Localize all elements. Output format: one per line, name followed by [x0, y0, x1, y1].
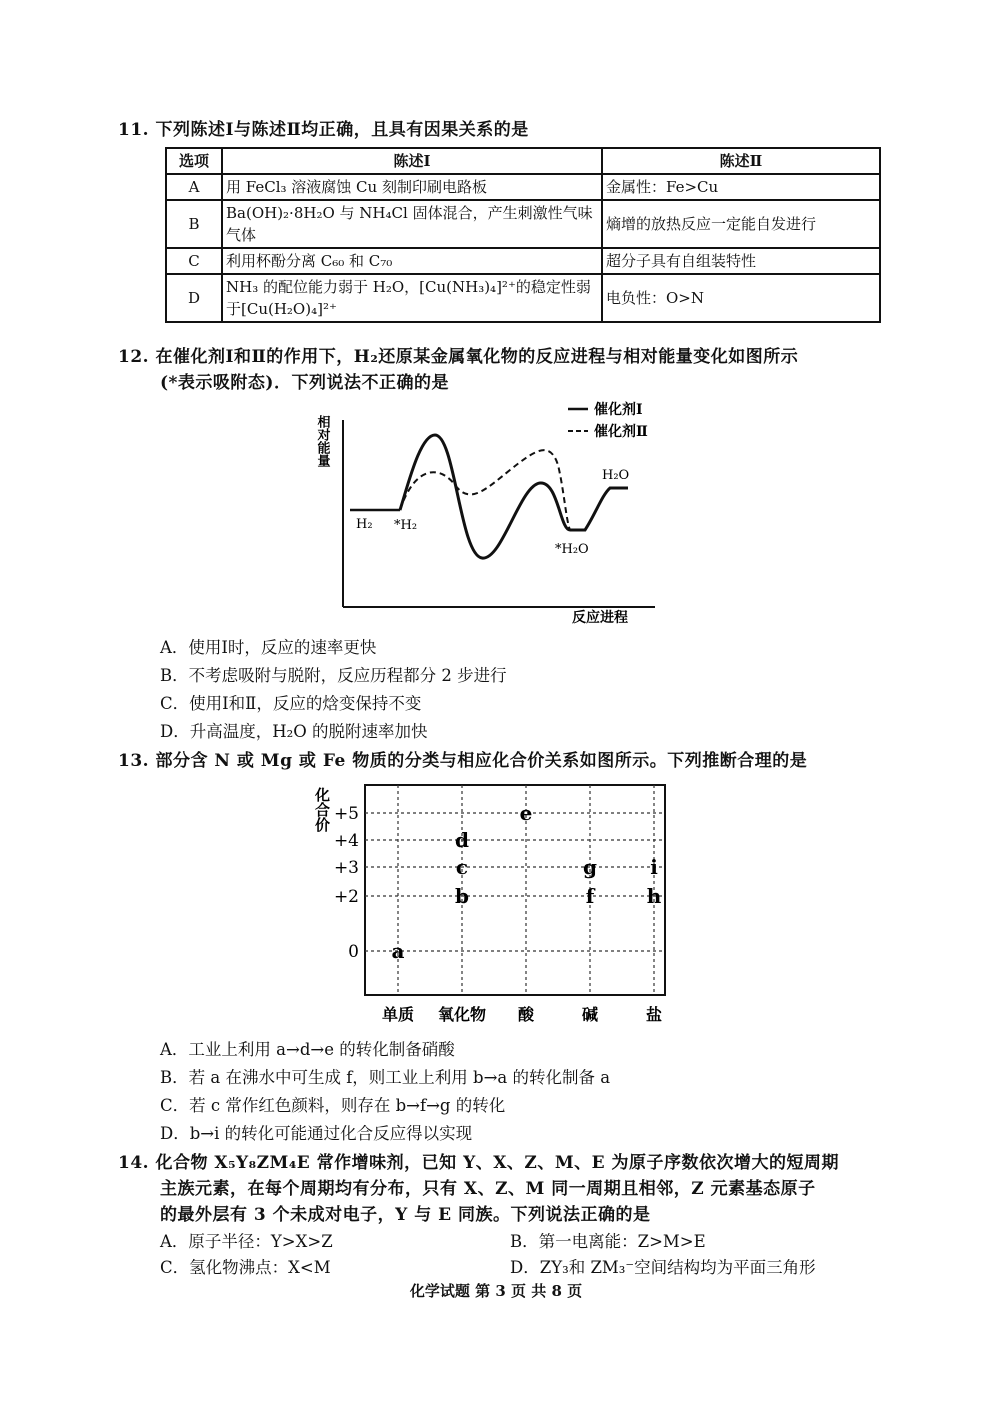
row-statement-2: 熵增的放热反应一定能自发进行	[602, 200, 880, 248]
header-option: 选项	[166, 148, 222, 174]
table-row	[166, 200, 880, 248]
row-statement-1: 用 FeCl₃ 溶液腐蚀 Cu 刻制印刷电路板	[222, 174, 602, 200]
table-row	[166, 274, 880, 322]
h2o-label: H₂O	[602, 468, 630, 483]
q13-option-b: B．若 a 在沸水中可生成 f，则工业上利用 b→a 的转化制备 a	[160, 1068, 611, 1087]
point-label-h: h	[646, 884, 662, 908]
q12-option-d: D．升高温度，H₂O 的脱附速率加快	[160, 722, 428, 741]
y-tick-label: +5	[333, 804, 359, 824]
category-label: 碱	[581, 1005, 599, 1024]
table-header-row	[166, 148, 880, 174]
catalyst-1-curve	[400, 435, 628, 558]
row-option: D	[166, 274, 222, 322]
point-label-g: g	[583, 855, 597, 879]
catalyst-2-curve	[400, 450, 570, 530]
row-option: A	[166, 174, 222, 200]
point-label-c: c	[455, 855, 469, 879]
y-tick-label: +2	[333, 887, 359, 907]
point-label-f: f	[585, 884, 595, 908]
category-label: 氧化物	[437, 1005, 487, 1024]
q12-stem-line2: (*表示吸附态)．下列说法不正确的是	[160, 373, 449, 393]
energy-profile-diagram	[310, 395, 690, 635]
q14-line2: 主族元素，在每个周期均有分布，只有 X、Z、M 同一周期且相邻，Z 元素基态原子	[160, 1179, 816, 1199]
q14-line3: 的最外层有 3 个未成对电子，Y 与 E 同族。下列说法正确的是	[160, 1205, 651, 1225]
q13-stem: 13. 部分含 N 或 Mg 或 Fe 物质的分类与相应化合价关系如图所示。下列推断合理的是	[118, 751, 808, 771]
row-statement-2: 电负性：O>N	[602, 274, 880, 322]
y-tick-label: +3	[333, 858, 359, 878]
row-statement-1: 利用杯酚分离 C₆₀ 和 C₇₀	[222, 248, 602, 274]
q14-option-a: A．原子半径：Y>X>Z	[160, 1232, 333, 1251]
category-label: 单质	[381, 1005, 415, 1024]
valence-chart	[300, 775, 700, 1030]
q14-option-d: D．ZY₃和 ZM₃⁻空间结构均为平面三角形	[510, 1258, 816, 1277]
row-option: B	[166, 200, 222, 248]
row-statement-1: NH₃ 的配位能力弱于 H₂O，[Cu(NH₃)₄]²⁺的稳定性弱于[Cu(H₂O)₄]²⁺	[222, 274, 602, 322]
category-label: 酸	[517, 1005, 535, 1024]
q12-option-c: C．使用Ⅰ和Ⅱ，反应的焓变保持不变	[160, 694, 422, 713]
x-axis-label: 反应进程	[572, 610, 628, 626]
point-label-b: b	[455, 884, 469, 908]
chart-frame	[365, 785, 665, 995]
point-label-d: d	[455, 828, 469, 852]
table-row	[166, 248, 880, 274]
point-label-i: i	[650, 855, 658, 879]
row-statement-2: 金属性：Fe>Cu	[602, 174, 880, 200]
q14-option-c: C．氢化物沸点：X<M	[160, 1258, 331, 1277]
h2o-adsorbed-label: *H₂O	[555, 542, 589, 557]
y-tick-label: +4	[333, 831, 359, 851]
legend-solid-label: 催化剂Ⅰ	[594, 402, 643, 418]
page-footer: 化学试题 第 3 页 共 8 页	[409, 1282, 583, 1300]
table-row	[166, 174, 880, 200]
q13-option-a: A．工业上利用 a→d→e 的转化制备硝酸	[160, 1040, 455, 1059]
point-label-a: a	[391, 939, 405, 963]
header-statement-1: 陈述Ⅰ	[222, 148, 602, 174]
q14-option-b: B．第一电离能：Z>M>E	[510, 1232, 706, 1251]
q12-stem-line1: 12. 在催化剂Ⅰ和Ⅱ的作用下，H₂还原某金属氧化物的反应进程与相对能量变化如图所示	[118, 347, 799, 367]
point-label-e: e	[519, 801, 533, 825]
y-axis-label: 化合价	[313, 787, 331, 832]
row-statement-1: Ba(OH)₂·8H₂O 与 NH₄Cl 固体混合，产生刺激性气味气体	[222, 200, 602, 248]
y-tick-label: 0	[348, 942, 359, 962]
y-axis-label: 相对能量	[314, 415, 330, 467]
q11-stem: 11. 下列陈述Ⅰ与陈述Ⅱ均正确，且具有因果关系的是	[118, 120, 529, 140]
legend-dashed-label: 催化剂Ⅱ	[594, 424, 648, 440]
q12-option-b: B．不考虑吸附与脱附，反应历程都分 2 步进行	[160, 666, 507, 685]
q14-line1: 14. 化合物 X₅Y₈ZM₄E 常作增味剂，已知 Y、X、Z、M、E 为原子序数依次增大的短周期	[118, 1153, 840, 1173]
category-label: 盐	[645, 1005, 663, 1024]
q13-option-c: C．若 c 常作红色颜料，则存在 b→f→g 的转化	[160, 1096, 506, 1115]
q13-option-d: D．b→i 的转化可能通过化合反应得以实现	[160, 1124, 473, 1143]
row-option: C	[166, 248, 222, 274]
header-statement-2: 陈述Ⅱ	[602, 148, 880, 174]
h2-label: H₂	[356, 517, 373, 532]
q12-option-a: A．使用Ⅰ时，反应的速率更快	[160, 638, 377, 657]
q11-table	[165, 147, 881, 323]
h2-adsorbed-label: *H₂	[394, 518, 418, 533]
row-statement-2: 超分子具有自组装特性	[602, 248, 880, 274]
